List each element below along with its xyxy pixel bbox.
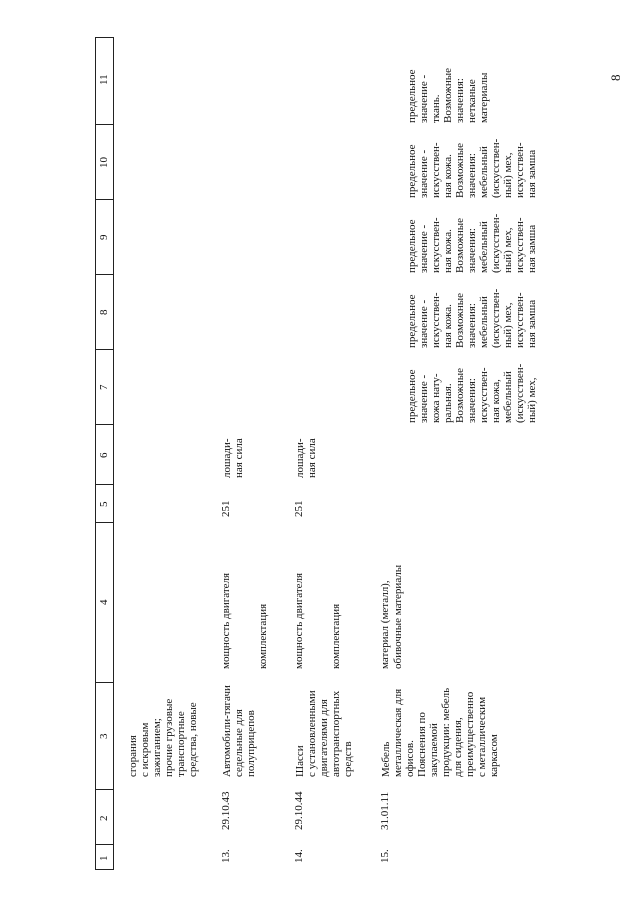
row-13-char-2: комплектация	[257, 603, 269, 669]
row-13-number: 13.	[220, 849, 232, 863]
header-col-10: 10	[98, 157, 110, 168]
header-col-11: 11	[98, 74, 110, 85]
col-sep	[95, 274, 113, 275]
col-sep	[95, 199, 113, 200]
continued-name: сгорания с искровым зажиганием; прочие грузовые транспортные средства, новые	[127, 698, 199, 777]
header-col-8: 8	[98, 309, 110, 315]
row-15-code: 31.01.11	[379, 791, 391, 830]
header-col-4: 4	[98, 599, 110, 605]
row-15-char-1: материал (металл),	[379, 580, 391, 669]
row-14-number: 14.	[293, 849, 305, 863]
row-13-name: Автомобили-тягачи седельные для полуприцепов	[221, 685, 257, 777]
header-col-9: 9	[98, 234, 110, 240]
row-13-unit-code: 251	[220, 500, 232, 517]
header-bottom-line	[113, 37, 114, 870]
col-sep	[95, 349, 113, 350]
page-number: 8	[608, 74, 623, 81]
col-sep	[95, 124, 113, 125]
row-15-col-10: предельное значение - искусствен- ная кожа. Возможные значения: мебельный (искусствен- ный) мех, искусствен- ная замша	[406, 138, 538, 198]
col-sep	[95, 37, 113, 38]
row-14-char-2: комплектация	[330, 603, 342, 669]
col-sep	[95, 844, 113, 845]
row-13-code: 29.10.43	[220, 791, 232, 830]
header-col-5: 5	[98, 501, 110, 507]
col-sep	[95, 522, 113, 523]
col-sep	[95, 424, 113, 425]
row-15-col-11: предельное значение - ткань. Возможные значения: нетканые материалы	[406, 68, 490, 123]
header-col-2: 2	[98, 815, 110, 821]
col-sep	[95, 484, 113, 485]
row-15-name: Мебель металлическая для офисов. Пояснения по закупаемой продукции: мебель для сидения, преимущественно с металлическим каркасом	[380, 687, 500, 777]
header-col-1: 1	[98, 855, 110, 861]
row-13-unit-name: лошади- ная сила	[221, 438, 245, 478]
header-col-7: 7	[98, 384, 110, 390]
row-15-col-8: предельное значение - искусствен- ная кожа. Возможные значения: мебельный (искусствен- ный) мех, искусствен- ная замша	[406, 288, 538, 348]
col-sep	[95, 682, 113, 683]
row-14-code: 29.10.44	[293, 791, 305, 830]
row-14-unit-code: 251	[293, 500, 305, 517]
col-sep	[95, 789, 113, 790]
header-top-line	[95, 37, 96, 870]
row-15-col-9: предельное значение - искусствен- ная кожа. Возможные значения: мебельный (искусствен- ный) мех, искусствен- ная замша	[406, 213, 538, 273]
row-14-name: Шасси с установленными двигателями для автотранспортных средств	[294, 690, 354, 777]
row-15-number: 15.	[379, 849, 391, 863]
col-sep	[95, 869, 113, 870]
row-14-char-1: мощность двигателя	[293, 572, 305, 669]
row-14-unit-name: лошади- ная сила	[294, 438, 318, 478]
header-col-6: 6	[98, 452, 110, 458]
row-15-col-7: предельное значение - кожа нату- ральная. Возможные значения: искусствен- ная кожа, мебельный (искусствен- ный) мех,	[406, 363, 538, 423]
row-13-char-1: мощность двигателя	[220, 572, 232, 669]
row-15-char-2: обивочные материалы	[392, 564, 404, 669]
header-col-3: 3	[98, 733, 110, 739]
